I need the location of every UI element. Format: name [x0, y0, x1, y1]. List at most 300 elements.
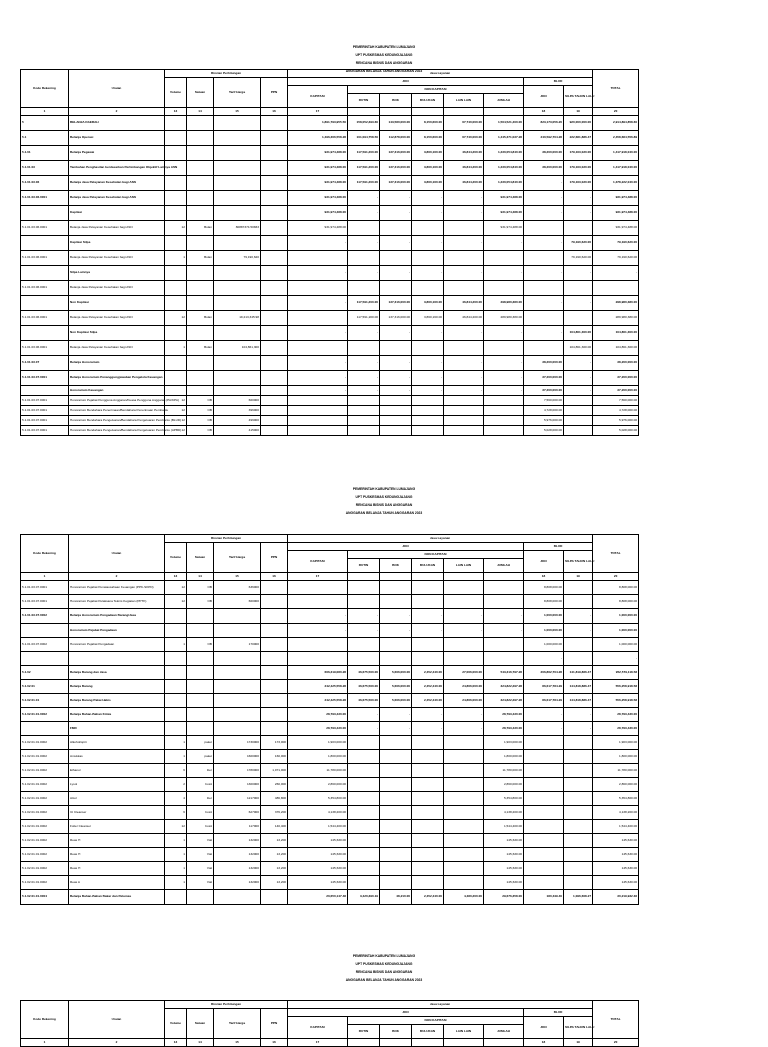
cell-bok: 48,210.00: [380, 890, 412, 905]
cell-lain: [444, 792, 484, 806]
cell-bok: [380, 396, 412, 406]
cell-bok: [380, 834, 412, 848]
cell-total: 37,200,000.00: [593, 386, 639, 396]
cell-sat: OB: [187, 406, 214, 416]
cell-kap: [288, 595, 348, 609]
cell-bulu: [412, 638, 444, 652]
cell-vol: 12: [165, 416, 187, 426]
cell-bok: 143,580,000.00: [380, 116, 412, 131]
column-number: 19: [564, 108, 593, 116]
cell-silpa: [564, 426, 593, 436]
cell-kode: 5.1.01.03: [21, 161, 69, 176]
cell-vol: 12: [165, 426, 187, 436]
cell-total: 931,974,488.00: [593, 221, 639, 236]
header-bulu: BULUKAN: [412, 1025, 444, 1039]
cell-rutin: [348, 251, 380, 266]
cell-bulu: [412, 862, 444, 876]
header-non-kapitasi: NON KAPITASI: [348, 86, 524, 94]
cell-kode: 5.1.02.01.01.0002: [21, 750, 69, 764]
cell-tarif: [214, 694, 261, 708]
header-jkn: JKN: [288, 1009, 524, 1017]
cell-sat: OB: [187, 638, 214, 652]
header-volume: Volume: [165, 78, 187, 108]
cell-bulu: -: [412, 708, 444, 722]
cell-rutin: [348, 792, 380, 806]
cell-kap: [288, 281, 348, 296]
cell-kode: 5.1.02.01.01.0002: [21, 792, 69, 806]
column-number: 1: [21, 1039, 69, 1047]
cell-uraian: FMD: [69, 722, 165, 736]
cell-silpa: 104,861,300.00: [564, 326, 593, 341]
cell-kode: 5.1.02.01.01: [21, 694, 69, 708]
cell-tarif: 132000: [214, 834, 261, 848]
cell-bok: [380, 876, 412, 890]
cell-ppn: [261, 131, 288, 146]
cell-uraian: Reas H: [69, 834, 165, 848]
header-non-kapitasi: NON KAPITASI: [348, 1017, 524, 1025]
cell-rutin: [348, 806, 380, 820]
header-satuan: Satuan: [187, 78, 214, 108]
header-ppn: PPN: [261, 1009, 288, 1039]
table-row: [21, 191, 639, 206]
cell-silpa: 104,861,300.00: [564, 341, 593, 356]
cell-silpa: [564, 750, 593, 764]
cell-tarif: 499000: [214, 416, 261, 426]
cell-ppn: 140,400: [261, 820, 288, 834]
cell-bok: [380, 652, 412, 666]
cell-kap: 145,630.00: [288, 876, 348, 890]
table-row: [21, 750, 639, 764]
cell-sat: Bulan: [187, 341, 214, 356]
cell-kode: 5.1.01.03.07.0001: [21, 406, 69, 416]
cell-tarif: [214, 890, 261, 905]
header-blud: BLUD: [524, 543, 593, 551]
cell-jkn: 180,349.40: [524, 890, 564, 905]
cell-jml: 543,316,797.28: [484, 666, 524, 680]
cell-ppn: [261, 161, 288, 176]
cell-vol: 12: [165, 581, 187, 595]
cell-ppn: 260,000: [261, 778, 288, 792]
cell-sat: [187, 694, 214, 708]
cell-sat: OB: [187, 416, 214, 426]
cell-kode: 5.1.02.01.01.0002: [21, 778, 69, 792]
cell-silpa: 79,190,620.00: [564, 251, 593, 266]
cell-jkn: [524, 862, 564, 876]
cell-uraian: Lysol: [69, 778, 165, 792]
cell-ppn: [261, 890, 288, 905]
cell-ppn: [261, 396, 288, 406]
cell-silpa: [564, 792, 593, 806]
header-silpa: SILPA TAHUN LALU: [564, 1017, 593, 1039]
cell-bulu: [412, 595, 444, 609]
cell-kode: 5.1.01.03.07.0002: [21, 638, 69, 652]
cell-rutin: [348, 581, 380, 595]
cell-uraian: Reas H: [69, 862, 165, 876]
cell-lain: [444, 251, 484, 266]
cell-silpa: 144,818,886.47: [564, 680, 593, 694]
cell-silpa: [564, 406, 593, 416]
cell-silpa: -: [564, 356, 593, 371]
column-number: 2: [69, 108, 165, 116]
cell-bok: [380, 764, 412, 778]
cell-jml: 28,793,430.00: [484, 722, 524, 736]
cell-vol: [165, 326, 187, 341]
cell-kode: 5.1.01.03.07.0001: [21, 416, 69, 426]
table-row: [21, 251, 639, 266]
cell-bulu: [412, 876, 444, 890]
cell-jml: -: [484, 609, 524, 624]
cell-ppn: [261, 191, 288, 206]
table-row: [21, 652, 639, 666]
cell-lain: 67,740,000.00: [444, 116, 484, 131]
cell-bulu: [412, 750, 444, 764]
cell-uraian: Belanja Honorarium: [69, 356, 165, 371]
cell-sat: botol: [187, 806, 214, 820]
header-uraian: Uraian: [69, 535, 165, 573]
cell-sat: [187, 206, 214, 221]
header-line: RENCANA BISNIS DAN ANGGARAN: [355, 61, 413, 65]
cell-sat: [187, 146, 214, 161]
cell-tarif: 660000: [214, 396, 261, 406]
cell-bok: [380, 778, 412, 792]
cell-sat: Vial: [187, 834, 214, 848]
cell-sat: botol: [187, 778, 214, 792]
column-number: 18: [524, 108, 564, 116]
cell-sat: [187, 176, 214, 191]
cell-ppn: [261, 146, 288, 161]
cell-vol: 1: [165, 736, 187, 750]
cell-uraian: Belanja Jasa Pelayanan Kesehatan bagi ASN: [69, 281, 165, 296]
cell-silpa: [564, 764, 593, 778]
cell-lain: 24,866,000.00: [444, 694, 484, 708]
column-number: 2: [69, 1039, 165, 1047]
cell-jml: 1,230,054,840.00: [484, 176, 524, 191]
cell-bok: -: [380, 191, 412, 206]
cell-jkn: -: [524, 708, 564, 722]
header-jumlah: JUMLAH: [484, 559, 524, 573]
cell-total: 7,560,000.00: [593, 396, 639, 406]
column-number: 15: [214, 108, 261, 116]
header-line: PEMERINTAH KABUPATEN LUMAJANG: [352, 954, 416, 958]
table-row: [21, 426, 639, 436]
header-rincian: Rincian Perhitungan: [165, 70, 288, 78]
header-line: ANGGARAN BELANJA TAHUN ANGGARAN 2023: [345, 69, 423, 73]
cell-bulu: [412, 341, 444, 356]
cell-jml: 145,630.00: [484, 834, 524, 848]
cell-ppn: 13,200: [261, 848, 288, 862]
column-number: [444, 108, 484, 116]
cell-sat: [187, 131, 214, 146]
cell-sat: [187, 161, 214, 176]
cell-kode: [21, 326, 69, 341]
column-number: [380, 573, 412, 581]
cell-tarif: 170000: [214, 638, 261, 652]
cell-kode: 5.1.01.03.06.0001: [21, 251, 69, 266]
column-number: 1: [21, 573, 69, 581]
cell-uraian: Belanja Jasa Pelayanan Kesehatan bagi ASN: [69, 341, 165, 356]
cell-rutin: [348, 426, 380, 436]
cell-tarif: 80887374.50833: [214, 221, 261, 236]
cell-bok: -: [380, 708, 412, 722]
header-jasa-layanan: Jasa Layanan: [288, 70, 593, 78]
cell-bulu: -: [412, 266, 444, 281]
cell-vol: 12: [165, 595, 187, 609]
cell-uraian: Belanja Jasa Pelayanan Kesehatan bagi ASN: [69, 221, 165, 236]
cell-uraian: Belanja Barang dan Jasa: [69, 666, 165, 680]
header-satuan: Satuan: [187, 543, 214, 573]
cell-ppn: [261, 638, 288, 652]
budget-table: [20, 534, 639, 905]
cell-sat: Vial: [187, 848, 214, 862]
column-number: [412, 573, 444, 581]
cell-total: 30,219,932.36: [593, 890, 639, 905]
cell-tarif: 132000: [214, 862, 261, 876]
cell-bok: [380, 341, 412, 356]
cell-silpa: [564, 834, 593, 848]
column-number: 13: [165, 108, 187, 116]
cell-sat: [187, 890, 214, 905]
header-lain: LAIN LAIN: [444, 559, 484, 573]
cell-tarif: [214, 266, 261, 281]
cell-bulu: -: [412, 624, 444, 638]
cell-rutin: [348, 281, 380, 296]
cell-rutin: 46,675,560.00: [348, 680, 380, 694]
cell-bulu: -: [412, 356, 444, 371]
cell-jml: 324,822,297.28: [484, 680, 524, 694]
cell-jkn: 1,000,000.00: [524, 638, 564, 652]
cell-uraian: Belanja Jasa Pelayanan Kesehatan bagi ASN: [69, 311, 165, 326]
cell-jml: 1,230,054,840.00: [484, 161, 524, 176]
cell-vol: [165, 652, 187, 666]
header-bok: BOK: [380, 559, 412, 573]
cell-tarif: [214, 722, 261, 736]
cell-bok: 5,666,000.00: [380, 680, 412, 694]
cell-silpa: [564, 778, 593, 792]
cell-tarif: [214, 624, 261, 638]
cell-kap: 4,138,200.00: [288, 806, 348, 820]
cell-kap: 145,630.00: [288, 834, 348, 848]
cell-lain: [444, 406, 484, 416]
cell-bulu: 3,860,160.00: [412, 146, 444, 161]
cell-lain: [444, 652, 484, 666]
table-row: [21, 876, 639, 890]
header-total: TOTAL: [593, 70, 639, 108]
cell-vol: [165, 624, 187, 638]
cell-rutin: 3,420,390.19: [348, 890, 380, 905]
cell-vol: [165, 722, 187, 736]
cell-jml: 145,630.00: [484, 848, 524, 862]
cell-rutin: -: [348, 236, 380, 251]
cell-total: 2,458,684,556.89: [593, 131, 639, 146]
cell-jml: 29,676,358.00: [484, 890, 524, 905]
cell-rutin: [348, 778, 380, 792]
table-row: [21, 624, 639, 638]
header-jasa-layanan: Jasa Layanan: [288, 1001, 593, 1009]
cell-total: 1,417,918,040.00: [593, 146, 639, 161]
header-volume: Volume: [165, 1009, 187, 1039]
cell-ppn: 160,000: [261, 750, 288, 764]
table-row: [21, 638, 639, 652]
cell-bok: [380, 595, 412, 609]
cell-lain: 46,844,200.00: [444, 296, 484, 311]
cell-ppn: 376,200: [261, 806, 288, 820]
cell-lain: [444, 848, 484, 862]
header-jumlah: JUMLAH: [484, 94, 524, 108]
cell-bok: -: [380, 236, 412, 251]
cell-jml: [484, 416, 524, 426]
cell-rutin: -: [348, 206, 380, 221]
table-row: [21, 595, 639, 609]
cell-ppn: [261, 666, 288, 680]
cell-lain: 46,844,200.00: [444, 311, 484, 326]
cell-vol: [165, 386, 187, 396]
header-jkn2: JKN: [524, 1017, 564, 1039]
column-number: 14: [187, 1039, 214, 1047]
cell-kap: 5,354,800.00: [288, 792, 348, 806]
cell-sat: Vial: [187, 862, 214, 876]
cell-rutin: -: [348, 609, 380, 624]
cell-sat: [187, 386, 214, 396]
column-number: 15: [214, 573, 261, 581]
cell-rutin: [348, 862, 380, 876]
table-row: [21, 161, 639, 176]
header-line: PEMERINTAH KABUPATEN LUMAJANG: [352, 487, 416, 491]
header-bulu: BULUKAN: [412, 559, 444, 573]
column-number: [412, 1039, 444, 1047]
cell-jkn: -: [524, 176, 564, 191]
cell-jml: [484, 251, 524, 266]
cell-uraian: Belanja Barang Pakai Habis: [69, 694, 165, 708]
table-row: [21, 406, 639, 416]
cell-silpa: [564, 820, 593, 834]
cell-uraian: Belanja Bahan-Bahan Kimia: [69, 708, 165, 722]
budget-table: [20, 69, 639, 436]
cell-uraian: Honorarium Keuangan: [69, 386, 165, 396]
cell-jkn: [524, 251, 564, 266]
cell-rutin: [348, 652, 380, 666]
cell-sat: botol: [187, 820, 214, 834]
cell-silpa: [564, 806, 593, 820]
cell-sat: [187, 666, 214, 680]
table-row: [21, 296, 639, 311]
header-kapitasi: KAPITASI: [288, 1017, 348, 1039]
cell-vol: [165, 176, 187, 191]
cell-vol: [165, 266, 187, 281]
cell-uraian: Kapitasi Silpa: [69, 236, 165, 251]
cell-total: 298,980,380.00: [593, 296, 639, 311]
cell-jml: [484, 341, 524, 356]
cell-rutin: [348, 406, 380, 416]
header-rincian: Rincian Perhitungan: [165, 535, 288, 543]
column-number: 20: [593, 1039, 639, 1047]
cell-lain: [444, 595, 484, 609]
cell-silpa: [564, 221, 593, 236]
header-blud: BLUD: [524, 1009, 593, 1017]
cell-kap: 1,496,366,558.28: [288, 131, 348, 146]
cell-rutin: [348, 820, 380, 834]
cell-jkn: 37,200,000.00: [524, 386, 564, 396]
cell-bulu: [412, 426, 444, 436]
cell-silpa: 1,096,608.27: [564, 890, 593, 905]
cell-jml: 931,974,488.00: [484, 206, 524, 221]
cell-kode: [21, 722, 69, 736]
header-kapitasi: KAPITASI: [288, 551, 348, 573]
cell-silpa: 920,000,000.00: [564, 116, 593, 131]
cell-total: 145,630.00: [593, 848, 639, 862]
cell-vol: [165, 680, 187, 694]
cell-bulu: 8,150,600.00: [412, 116, 444, 131]
cell-lain: [444, 764, 484, 778]
cell-bulu: -: [412, 326, 444, 341]
cell-bok: -: [380, 624, 412, 638]
column-number: 16: [261, 1039, 288, 1047]
cell-kap: 931,974,488.00: [288, 146, 348, 161]
cell-sat: OB: [187, 426, 214, 436]
cell-bulu: -: [412, 722, 444, 736]
cell-bok: [380, 221, 412, 236]
cell-rutin: [348, 595, 380, 609]
cell-uraian: Belanja Barang: [69, 680, 165, 694]
cell-lain: [444, 281, 484, 296]
cell-jkn: 4,728,000.00: [524, 406, 564, 416]
cell-ppn: [261, 221, 288, 236]
cell-rutin: [348, 736, 380, 750]
cell-silpa: [564, 638, 593, 652]
table-row: [21, 792, 639, 806]
column-number: 15: [214, 1039, 261, 1047]
cell-jkn: 38,200,000.00: [524, 161, 564, 176]
cell-uraian: Folier Cleanser: [69, 820, 165, 834]
cell-lain: -: [444, 386, 484, 396]
cell-sat: [187, 236, 214, 251]
table-row: [21, 341, 639, 356]
cell-bok: 112,878,000.00: [380, 131, 412, 146]
table-row: [21, 722, 639, 736]
column-number: 1: [21, 108, 69, 116]
header-kode: Kode Rekening: [21, 70, 69, 108]
cell-silpa: -: [564, 296, 593, 311]
cell-bulu: 2,452,440.00: [412, 694, 444, 708]
cell-sat: Bulan: [187, 311, 214, 326]
table-row: [21, 326, 639, 341]
cell-ppn: [261, 251, 288, 266]
cell-sat: [187, 708, 214, 722]
cell-jml: 1,903,000.00: [484, 736, 524, 750]
cell-jml: 2,860,000.00: [484, 778, 524, 792]
header-total: TOTAL: [593, 1001, 639, 1039]
cell-total: 145,630.00: [593, 862, 639, 876]
cell-kap: -: [288, 386, 348, 396]
cell-total: 2,914,894,858.60: [593, 116, 639, 131]
table-row: [21, 736, 639, 750]
column-number: [380, 108, 412, 116]
cell-tarif: [214, 176, 261, 191]
cell-ppn: [261, 416, 288, 426]
cell-bok: [380, 820, 412, 834]
cell-rutin: 117,591,200.00: [348, 161, 380, 176]
cell-sat: [187, 624, 214, 638]
cell-kode: [21, 296, 69, 311]
cell-tarif: [214, 191, 261, 206]
cell-kode: 5.1.02.01.01.0002: [21, 736, 69, 750]
cell-tarif: 396000: [214, 406, 261, 416]
cell-jkn: 37,200,000.00: [524, 371, 564, 386]
cell-lain: [444, 820, 484, 834]
cell-lain: -: [444, 356, 484, 371]
cell-rutin: -: [348, 386, 380, 396]
table-row: [21, 386, 639, 396]
cell-bok: 5,666,000.00: [380, 666, 412, 680]
